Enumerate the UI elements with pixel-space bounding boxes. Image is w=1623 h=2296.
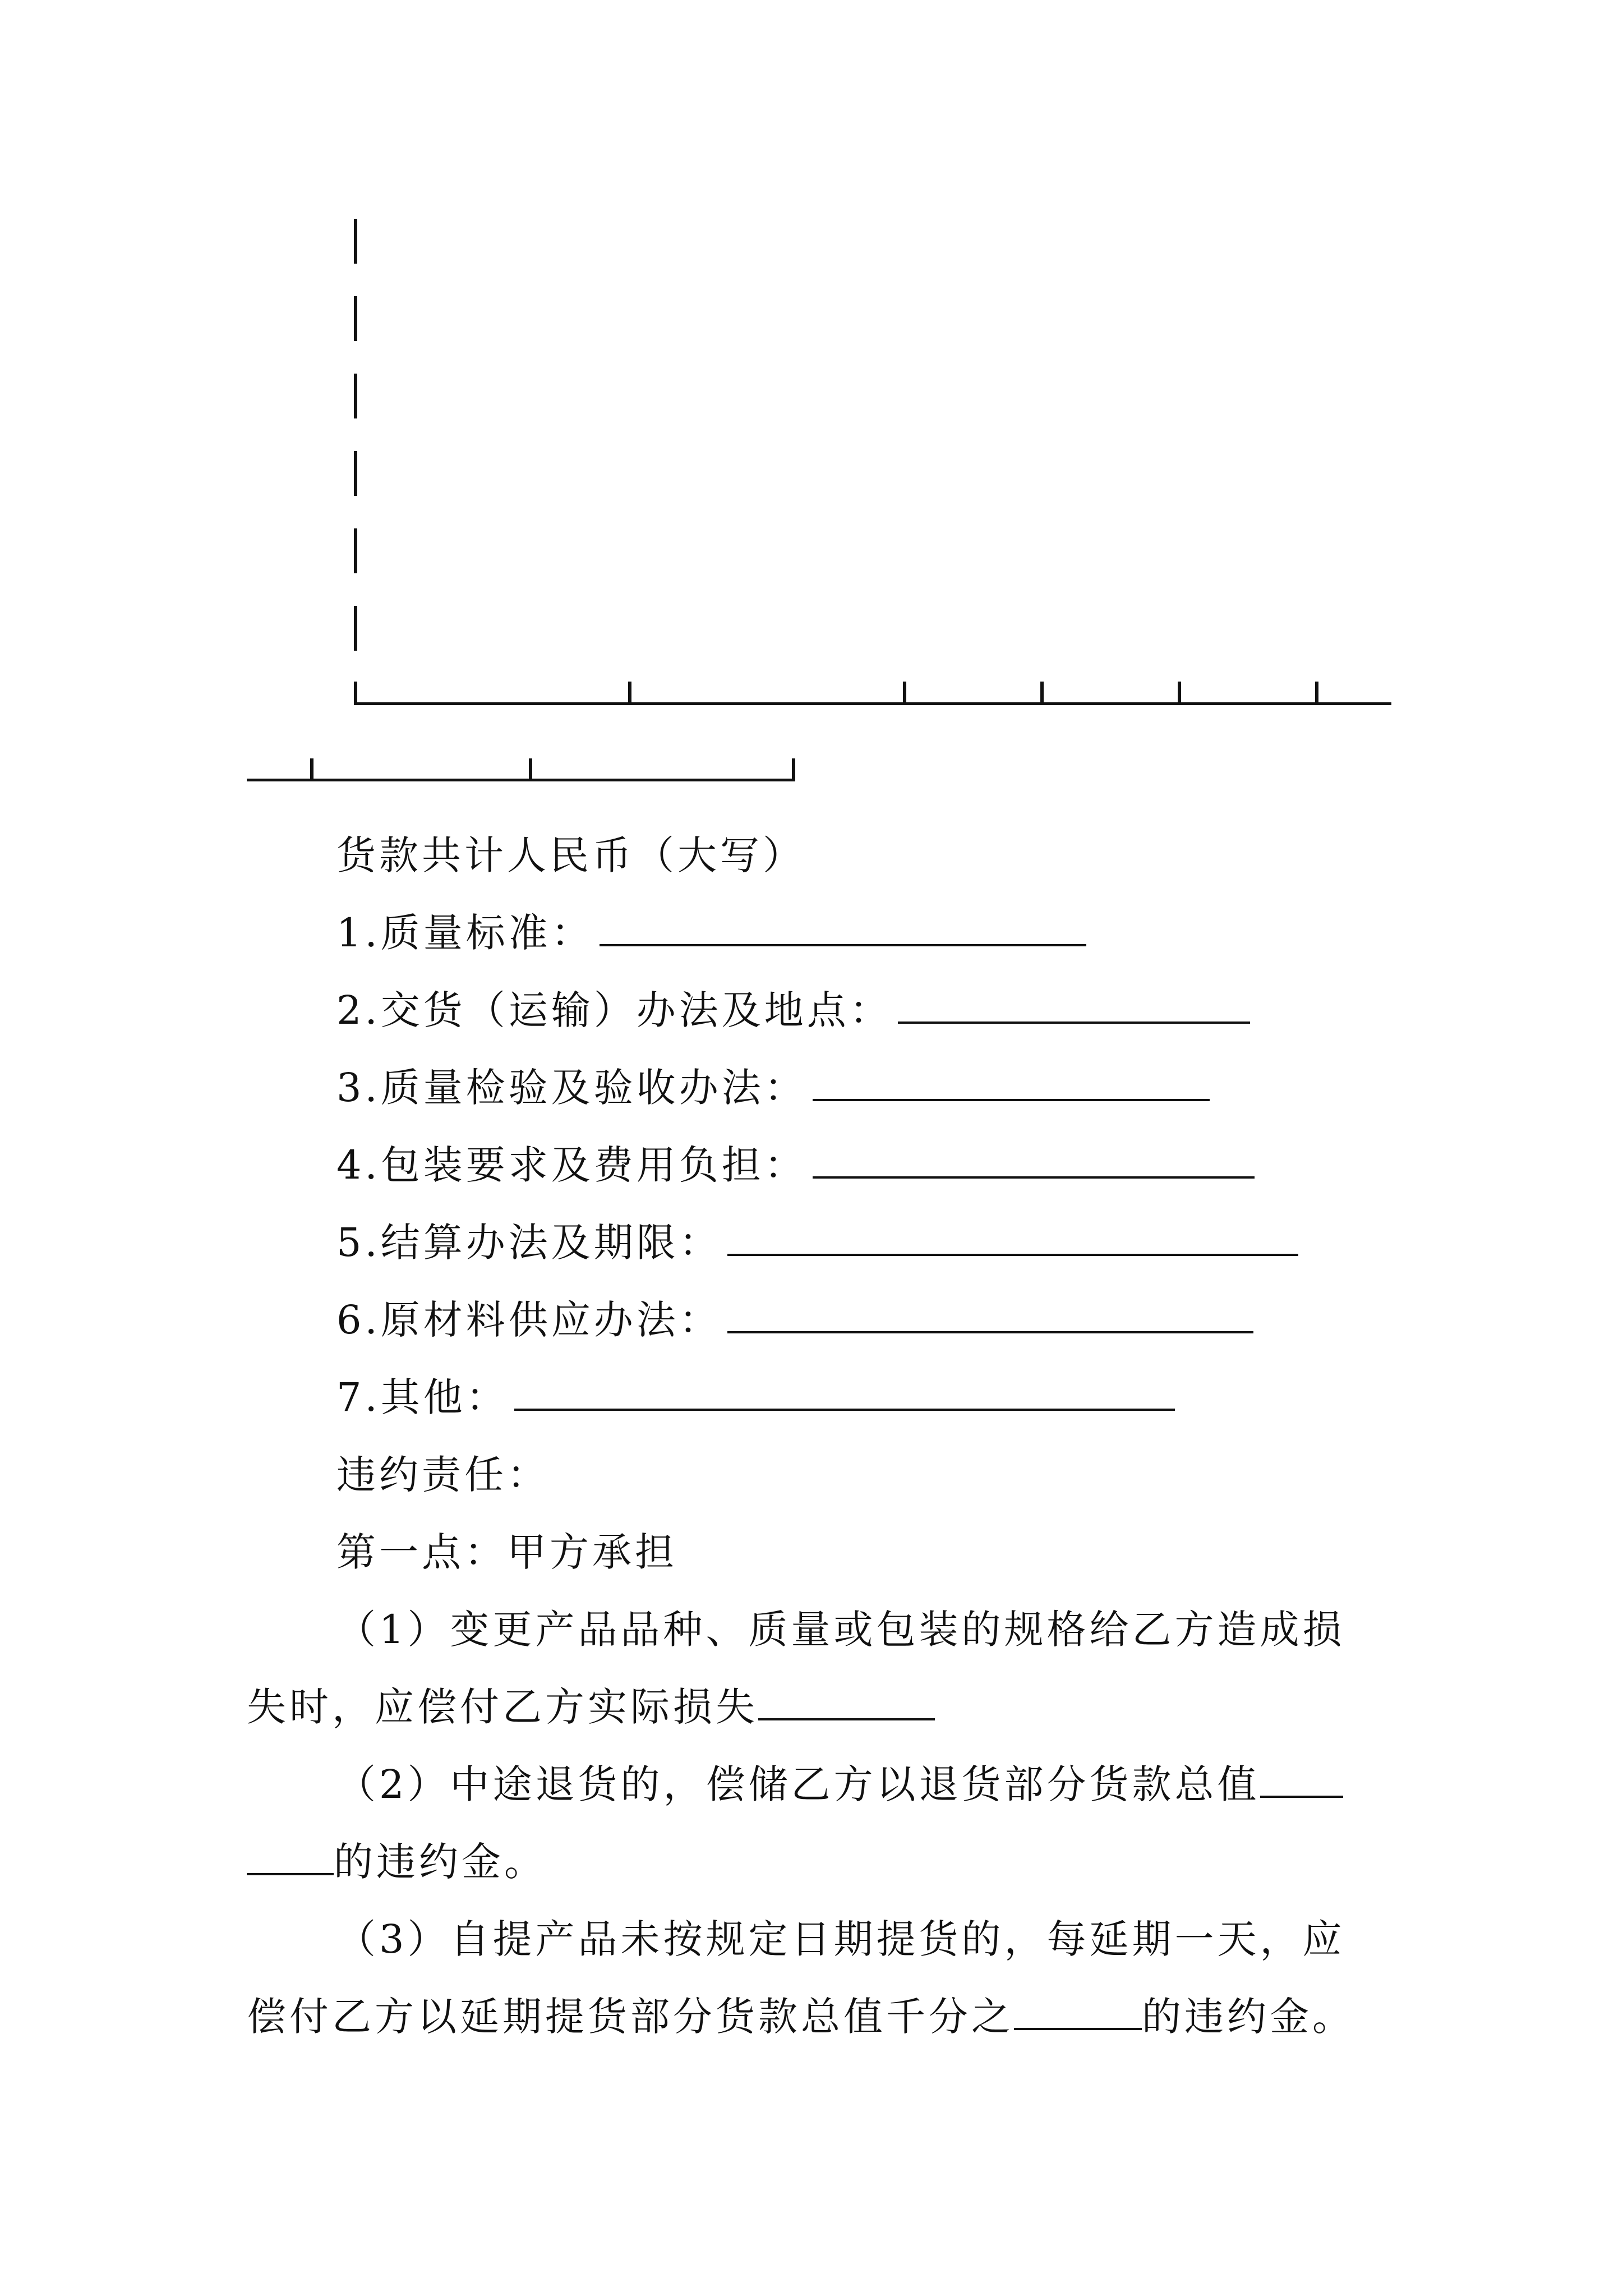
item-label: 6.原材料供应办法： (336, 1297, 722, 1343)
clause1-line1 (336, 1604, 1345, 1655)
table-border-segment (354, 374, 357, 418)
table-border-tick (529, 758, 532, 781)
table-border-line (247, 779, 795, 781)
table-border-segment (354, 606, 357, 651)
breach-heading-text: 违约责任： (336, 1452, 550, 1498)
item-packaging (336, 1140, 1255, 1190)
item-label: 2.交货（运输）办法及地点： (336, 987, 892, 1033)
blank-field[interactable] (514, 1374, 1175, 1411)
blank-field[interactable] (1014, 1993, 1142, 2030)
table-border-tick (1178, 682, 1181, 704)
item-label: 1.质量标准： (336, 910, 594, 956)
item-label: 5.结算办法及期限： (336, 1220, 722, 1266)
blank-field[interactable] (727, 1219, 1298, 1256)
clause3-line1 (336, 1914, 1345, 1964)
table-border-corner (354, 682, 357, 704)
blank-field[interactable] (758, 1683, 935, 1720)
total-amount-label: 货款共计人民币（大写） (336, 832, 805, 878)
table-border-tick (310, 758, 313, 781)
breach-heading (336, 1450, 550, 1500)
item-label: 7.其他： (336, 1374, 509, 1420)
point1-heading (336, 1527, 677, 1577)
total-amount-line (336, 830, 805, 881)
table-border-tick (903, 682, 906, 704)
table-border-segment (354, 296, 357, 341)
item-delivery (336, 985, 1250, 1036)
item-settlement (336, 1217, 1298, 1268)
item-materials (336, 1295, 1253, 1345)
blank-field[interactable] (898, 987, 1250, 1024)
blank-field[interactable] (247, 1838, 334, 1875)
table-border-line (354, 702, 1391, 705)
table-border-segment (354, 451, 357, 496)
clause-text: 失时，应偿付乙方实际损失 (247, 1684, 758, 1730)
table-border-tick (1040, 682, 1044, 704)
blank-field[interactable] (600, 909, 1086, 946)
item-other (336, 1372, 1175, 1423)
blank-field[interactable] (813, 1142, 1255, 1179)
clause-text: （1）变更产品品种、质量或包装的规格给乙方造成损 (336, 1607, 1345, 1653)
clause3-line2 (247, 1991, 1355, 2042)
table-border-tick (1315, 682, 1318, 704)
clause2-line2 (247, 1837, 547, 1887)
blank-field[interactable] (727, 1296, 1253, 1333)
clause-text: （2）中途退货的，偿储乙方以退货部分货款总值 (336, 1761, 1260, 1807)
clause-text: 的违约金。 (334, 1839, 547, 1885)
table-border-tick (792, 758, 795, 781)
clause-text: 的违约金。 (1142, 1994, 1355, 2040)
clause1-line2 (247, 1682, 935, 1732)
table-border-tick (628, 682, 631, 704)
table-border-segment (354, 528, 357, 573)
item-label: 3.质量检验及验收办法： (336, 1065, 807, 1111)
blank-field[interactable] (1260, 1761, 1343, 1798)
item-label: 4.包装要求及费用负担： (336, 1142, 807, 1188)
table-border-segment (354, 219, 357, 264)
clause-text: 偿付乙方以延期提货部分货款总值千分之 (247, 1994, 1014, 2040)
item-quality-standard (336, 908, 1086, 958)
clause2-line1 (336, 1759, 1343, 1810)
blank-field[interactable] (813, 1064, 1210, 1101)
point1-heading-text: 第一点：甲方承担 (336, 1529, 677, 1575)
item-inspection (336, 1062, 1210, 1113)
clause-text: （3）自提产品未按规定日期提货的，每延期一天，应 (336, 1916, 1345, 1962)
